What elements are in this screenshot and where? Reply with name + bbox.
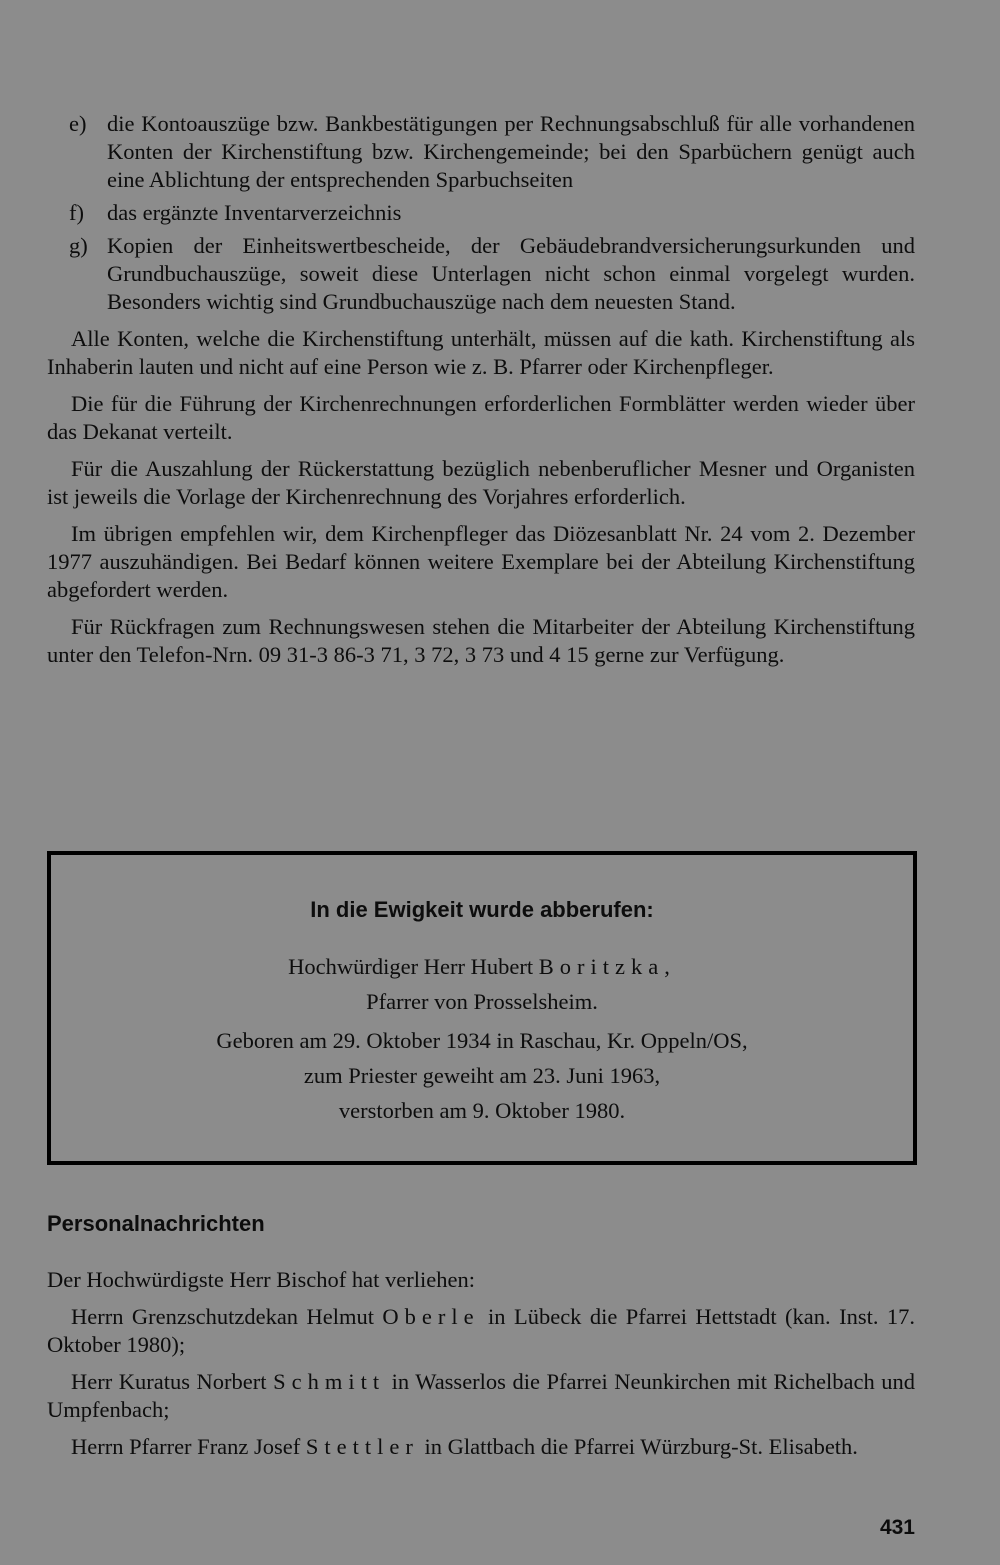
obituary-title: In die Ewigkeit wurde abberufen: <box>310 897 654 922</box>
section-title-personal: Personalnachrichten <box>47 1211 265 1236</box>
entry-prefix: Herrn Pfarrer Franz Josef <box>71 1434 301 1459</box>
obituary-details <box>51 949 913 1128</box>
paragraph-forms: Die für die Führung der Kirchenrechnungen erforderlichen Formblätter werden wieder über das Dekanat verteilt. <box>47 391 915 444</box>
obituary-role: Pfarrer von Prosselsheim. <box>366 989 598 1014</box>
paragraph-contact: Für Rückfragen zum Rechnungswesen stehen die Mitarbeiter der Abteilung Kirchenstiftung unter den Telefon-Nrn. 09 31-3 86-3 71, 3 72, 3 73 und 4 15 gerne zur Verfügung. <box>47 614 915 667</box>
entry-suffix: in Glattbach die Pfarrei Würzburg-St. Elisabeth. <box>424 1434 858 1459</box>
personal-entry <box>47 1433 915 1461</box>
personal-intro: Der Hochwürdigste Herr Bischof hat verliehen: <box>47 1267 475 1292</box>
entry-suffix: in Wasserlos die Pfarrei Neunkirchen mit Richelbach und Umpfenbach; <box>47 1369 916 1422</box>
entry-suffix: in Lübeck die Pfarrei Hettstadt (kan. Inst. 17. Oktober 1980); <box>47 1304 915 1357</box>
personal-section <box>47 1266 915 1461</box>
obituary-name-prefix: Hochwürdiger Herr Hubert <box>288 954 534 979</box>
entry-prefix: Herrn Grenzschutzdekan Helmut <box>71 1304 374 1329</box>
entry-prefix: Herr Kuratus Norbert <box>71 1369 267 1394</box>
obituary-name-line <box>51 949 913 984</box>
obituary-box <box>47 851 917 1165</box>
obituary-surname: Boritzka, <box>538 954 676 979</box>
entry-name: Oberle <box>382 1304 480 1329</box>
paragraph-accounts: Alle Konten, welche die Kirchenstiftung unterhält, müssen auf die kath. Kirchenstiftung als Inhaberin lauten und nicht auf eine Person wie z. B. Pfarrer oder Kirchenpfleger. <box>47 326 915 379</box>
list-item-text: die Kontoauszüge bzw. Bankbestätigungen per Rechnungsabschluß für alle vorhandenen Konten der Kirchenstiftung bzw. Kirchengemeinde; bei den Sparbüchern genügt auch eine Ablichtung der entsprechenden Sparbuchseiten <box>107 111 915 192</box>
obituary-died: verstorben am 9. Oktober 1980. <box>338 1098 626 1123</box>
main-text <box>47 110 915 669</box>
list-item-e <box>47 110 915 194</box>
paragraph-refund: Für die Auszahlung der Rückerstattung bezüglich nebenberuflicher Mesner und Organisten ist jeweils die Vorlage der Kirchenrechnung des Vorjahres erforderlich. <box>47 456 915 509</box>
list-marker: g) <box>69 233 88 258</box>
obituary-born: Geboren am 29. Oktober 1934 in Raschau, Kr. Oppeln/OS, <box>216 1028 748 1053</box>
page-number: 431 <box>879 1516 915 1539</box>
paragraph-dioezesanblatt: Im übrigen empfehlen wir, dem Kirchenpfleger das Diözesanblatt Nr. 24 vom 2. Dezember 1977 auszuhändigen. Bei Bedarf können weitere Exemplare bei der Abteilung Kirchenstiftung abgefordert werden. <box>47 521 915 602</box>
personal-entry <box>47 1368 915 1424</box>
obituary-ordained: zum Priester geweiht am 23. Juni 1963, <box>303 1063 661 1088</box>
list-item-text: das ergänzte Inventarverzeichnis <box>107 200 402 225</box>
list-item-f <box>47 199 915 227</box>
list-item-text: Kopien der Einheitswertbescheide, der Gebäudebrandversicherungsurkunden und Grundbuchauszüge, soweit diese Unterlagen nicht schon einmal vorgelegt wurden. Besonders wichtig sind Grundbuchauszüge nach dem neuesten Stand. <box>107 233 915 314</box>
list-marker: f) <box>69 200 84 225</box>
entry-name: Stettler <box>305 1434 419 1459</box>
list-item-g <box>47 232 915 316</box>
personal-entry <box>47 1303 915 1359</box>
list-marker: e) <box>69 111 87 136</box>
entry-name: Schmitt <box>273 1369 386 1394</box>
